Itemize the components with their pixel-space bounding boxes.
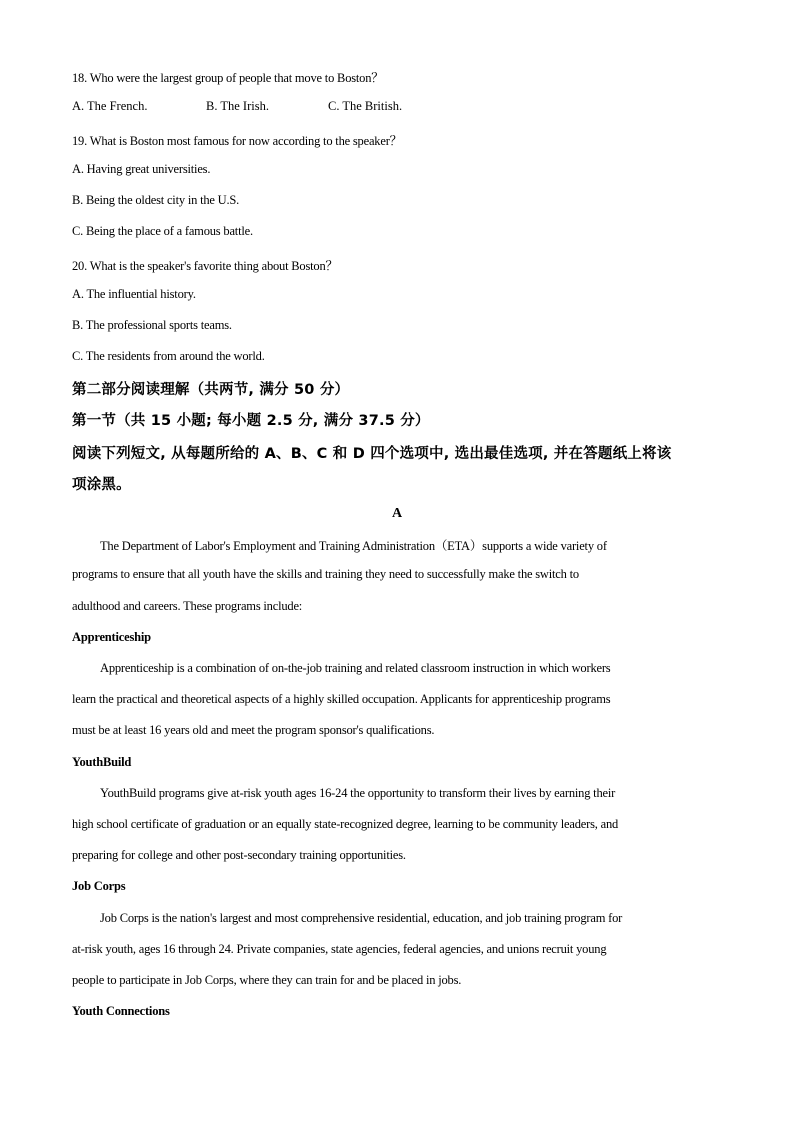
q20-option-a: A. The influential history. bbox=[72, 287, 196, 301]
q19-option-a: A. Having great universities. bbox=[72, 162, 211, 176]
intro-line: programs to ensure that all youth have the skills and training they need to successfully make the switch to bbox=[72, 567, 579, 581]
paragraph-line: high school certificate of graduation or an equally state-recognized degree, learning to be community leaders, and bbox=[72, 817, 619, 831]
paragraph-line: at-risk youth, ages 16 through 24. Private companies, state agencies, federal agencies, and unions recruit young bbox=[72, 942, 607, 956]
question-19-stem: 19. What is Boston most famous for now according to the speaker？ bbox=[72, 134, 402, 148]
passage-letter: A bbox=[391, 506, 403, 521]
paragraph-line: people to participate in Job Corps, where they can train for and be placed in jobs. bbox=[72, 973, 462, 987]
section-heading-youth-connections: Youth Connections bbox=[72, 1004, 170, 1018]
q19-option-c: C. Being the place of a famous battle. bbox=[72, 224, 253, 238]
section-heading-apprenticeship: Apprenticeship bbox=[72, 630, 151, 644]
q18-option-c: C. The British. bbox=[328, 99, 403, 113]
intro-line: adulthood and careers. These programs include: bbox=[72, 599, 303, 613]
section-heading-job-corps: Job Corps bbox=[72, 879, 126, 893]
section-heading-youthbuild: YouthBuild bbox=[72, 755, 132, 769]
question-20-stem: 20. What is the speaker's favorite thing about Boston？ bbox=[72, 259, 338, 273]
q18-option-a: A. The French. bbox=[72, 99, 148, 113]
paragraph-line: Apprenticeship is a combination of on-the-job training and related classroom instruction in which workers bbox=[100, 661, 611, 675]
q18-option-b: B. The Irish. bbox=[206, 99, 269, 113]
instruction-line-2: 项涂黑。 bbox=[72, 477, 131, 493]
paragraph-line: Job Corps is the nation's largest and most comprehensive residential, education, and job training program for bbox=[100, 911, 623, 925]
q19-option-b: B. Being the oldest city in the U.S. bbox=[72, 193, 240, 207]
paragraph-line: YouthBuild programs give at-risk youth ages 16-24 the opportunity to transform their lives by earning their bbox=[100, 786, 616, 800]
intro-line: The Department of Labor's Employment and Training Administration（ETA）supports a wide variety of bbox=[100, 539, 607, 553]
question-18-stem: 18. Who were the largest group of people that move to Boston？ bbox=[72, 71, 384, 85]
sub-section-title: 第一节（共 15 小题; 每小题 2.5 分, 满分 37.5 分） bbox=[72, 413, 430, 429]
q20-option-b: B. The professional sports teams. bbox=[72, 318, 232, 332]
part-title: 第二部分阅读理解（共两节, 满分 50 分） bbox=[72, 382, 350, 398]
paragraph-line: must be at least 16 years old and meet the program sponsor's qualifications. bbox=[72, 723, 435, 737]
instruction-line-1: 阅读下列短文, 从每题所给的 A、B、C 和 D 四个选项中, 选出最佳选项, 并在答题纸上将该 bbox=[72, 446, 672, 462]
paragraph-line: learn the practical and theoretical aspects of a highly skilled occupation. Applicants for apprenticeship programs bbox=[72, 692, 611, 706]
paragraph-line: preparing for college and other post-secondary training opportunities. bbox=[72, 848, 406, 862]
q20-option-c: C. The residents from around the world. bbox=[72, 349, 265, 363]
